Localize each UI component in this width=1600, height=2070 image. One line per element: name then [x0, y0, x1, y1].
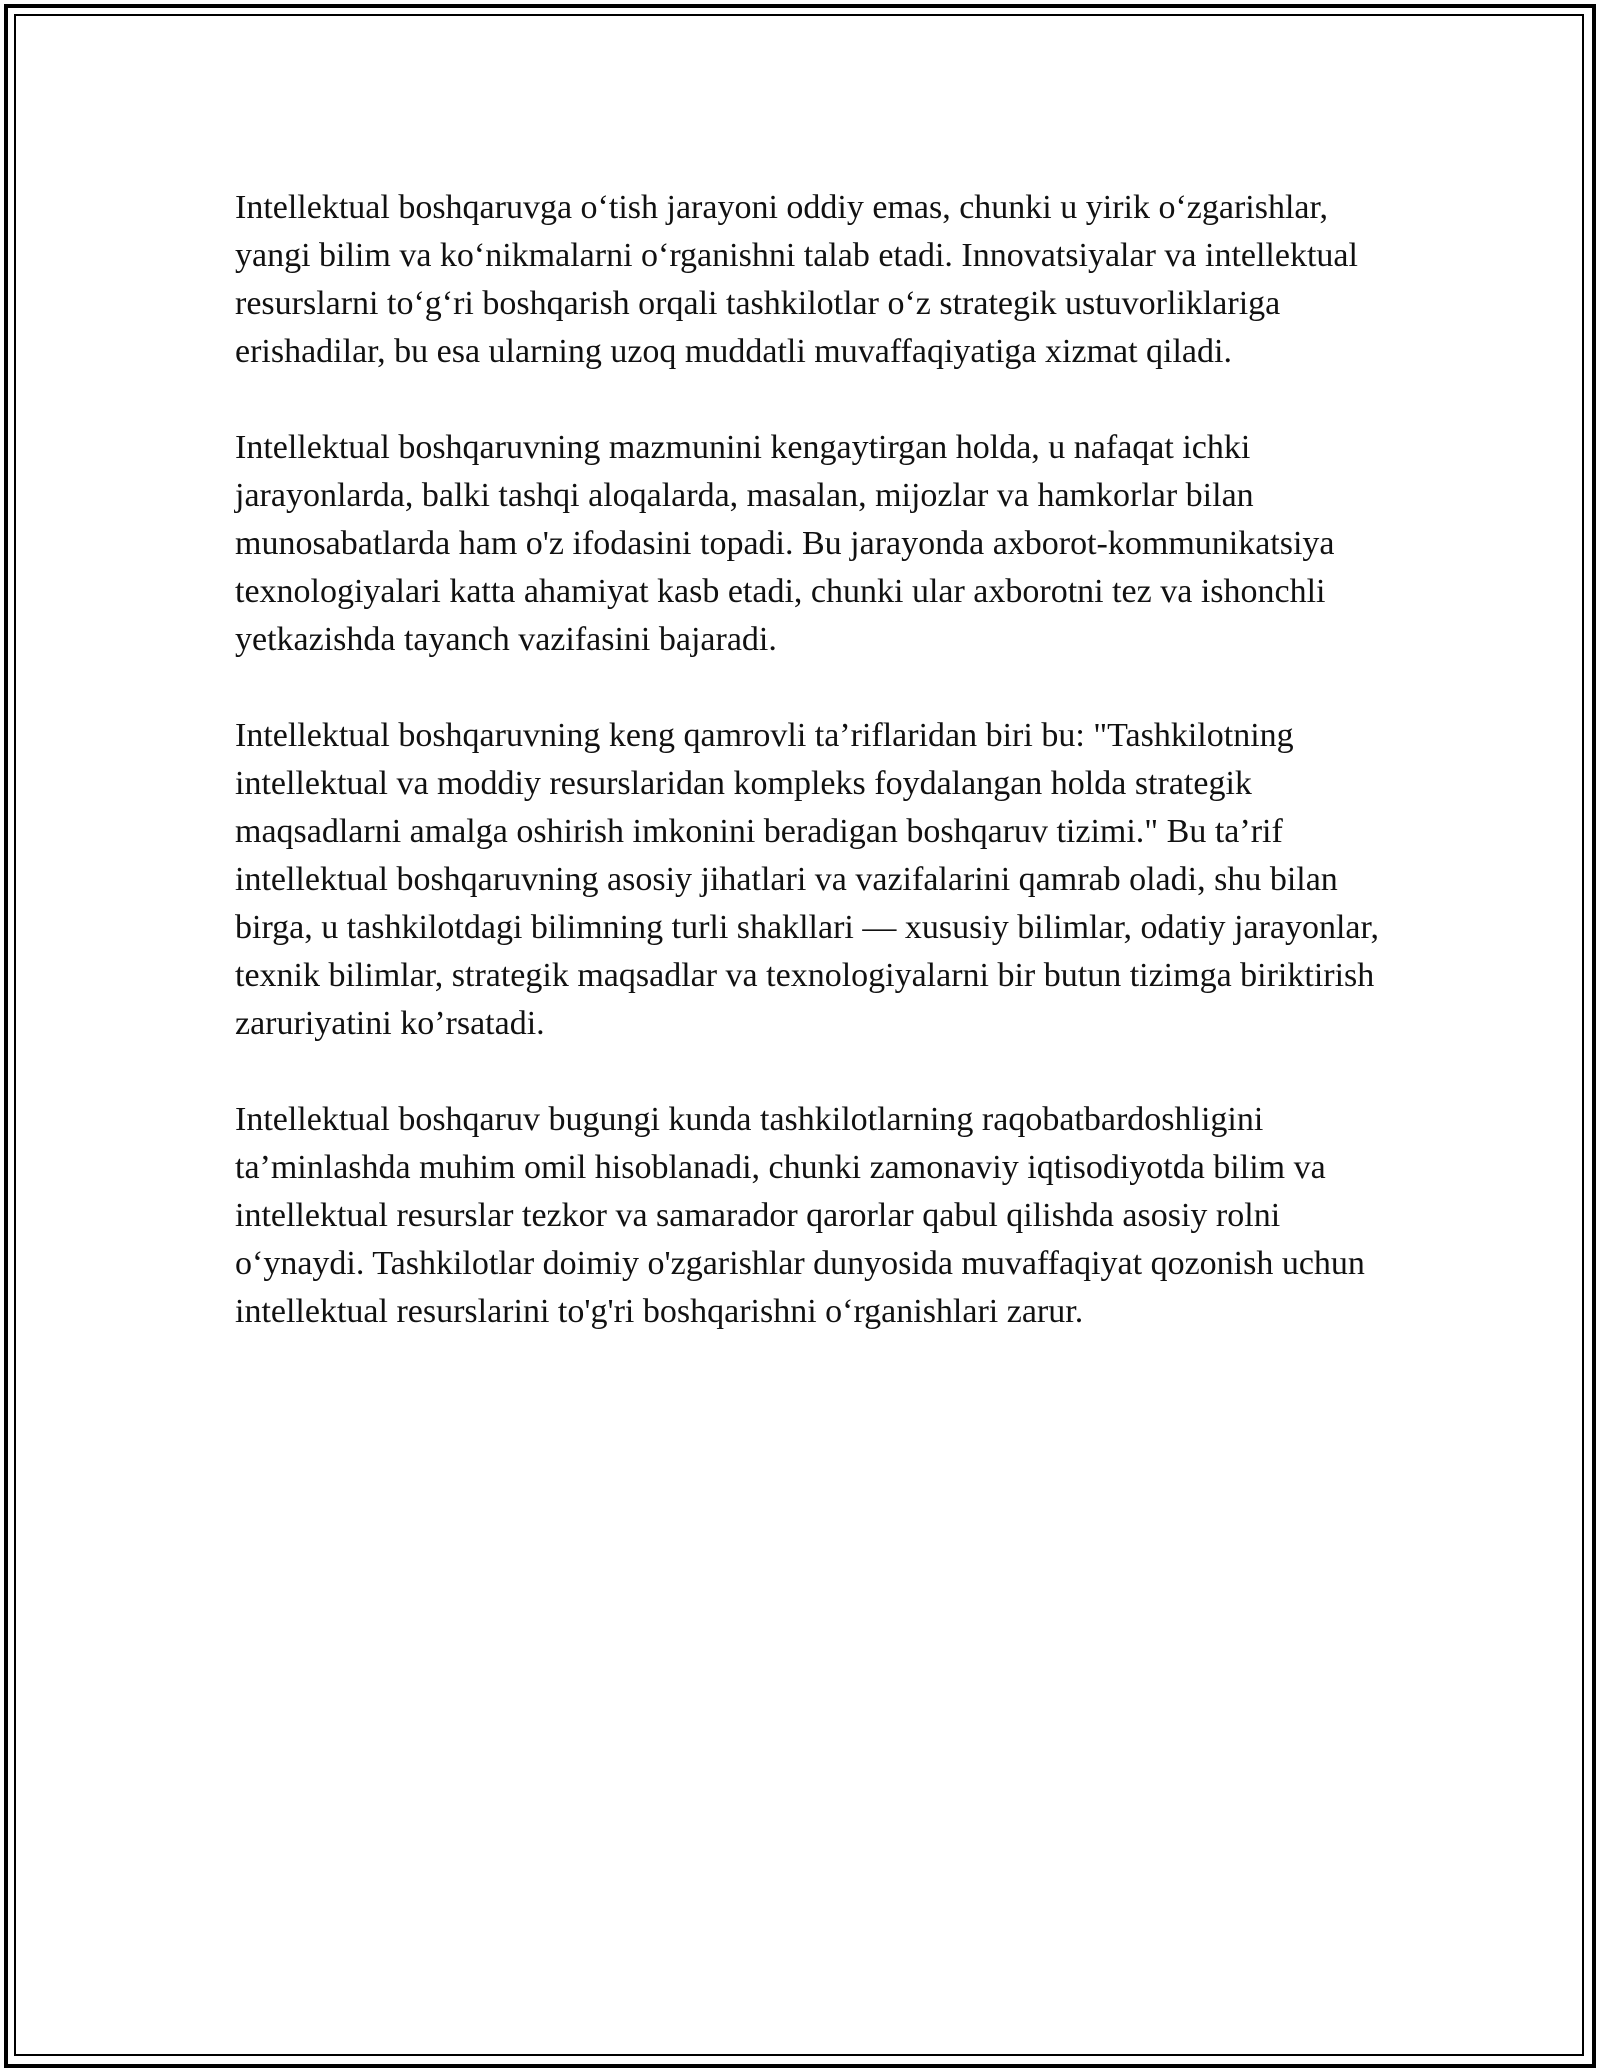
- paragraph-2: Intellektual boshqaruvning mazmunini kengaytirgan holda, u nafaqat ichki jarayonlarda, balki tashqi aloqalarda, masalan, mijozlar va hamkorlar bilan munosabatlarda ham o'z ifodasini topadi. Bu jarayonda axborot-kommunikatsiya texnologiyalari katta ahamiyat kasb etadi, chunki ular axborotni tez va ishonchli yetkazishda tayanch vazifasini bajaradi.: [235, 429, 1335, 658]
- paragraph-1: Intellektual boshqaruvga o‘tish jarayoni oddiy emas, chunki u yirik o‘zgarishlar, yangi bilim va ko‘nikmalarni o‘rganishni talab etadi. Innovatsiyalar va intellektual resurslarni to‘g‘ri boshqarish orqali tashkilotlar o‘z strategik ustuvorliklariga erishadilar, bu esa ularning uzoq muddatli muvaffaqiyatiga xizmat qiladi.: [235, 189, 1358, 370]
- paragraph-4: Intellektual boshqaruv bugungi kunda tashkilotlarning raqobatbardoshligini ta’minlashda muhim omil hisoblanadi, chunki zamonaviy iqtisodiyotda bilim va intellektual resurslar tezkor va samarador qarorlar qabul qilishda asosiy rolni o‘ynaydi. Tashkilotlar doimiy o'zgarishlar dunyosida muvaffaqiyat qozonish uchun intellektual resurslarini to'g'ri boshqarishni o‘rganishlari zarur.: [235, 1101, 1365, 1330]
- document-body: [235, 184, 1395, 1384]
- paragraph-3: Intellektual boshqaruvning keng qamrovli ta’riflaridan biri bu: "Tashkilotning intellektual va moddiy resurslaridan kompleks foydalangan holda strategik maqsadlarni amalga oshirish imkonini beradigan boshqaruv tizimi." Bu ta’rif intellektual boshqaruvning asosiy jihatlari va vazifalarini qamrab oladi, shu bilan birga, u tashkilotdagi bilimning turli shakllari — xususiy bilimlar, odatiy jarayonlar, texnik bilimlar, strategik maqsadlar va texnologiyalarni bir butun tizimga biriktirish zaruriyatini ko’rsatadi.: [235, 717, 1379, 1042]
